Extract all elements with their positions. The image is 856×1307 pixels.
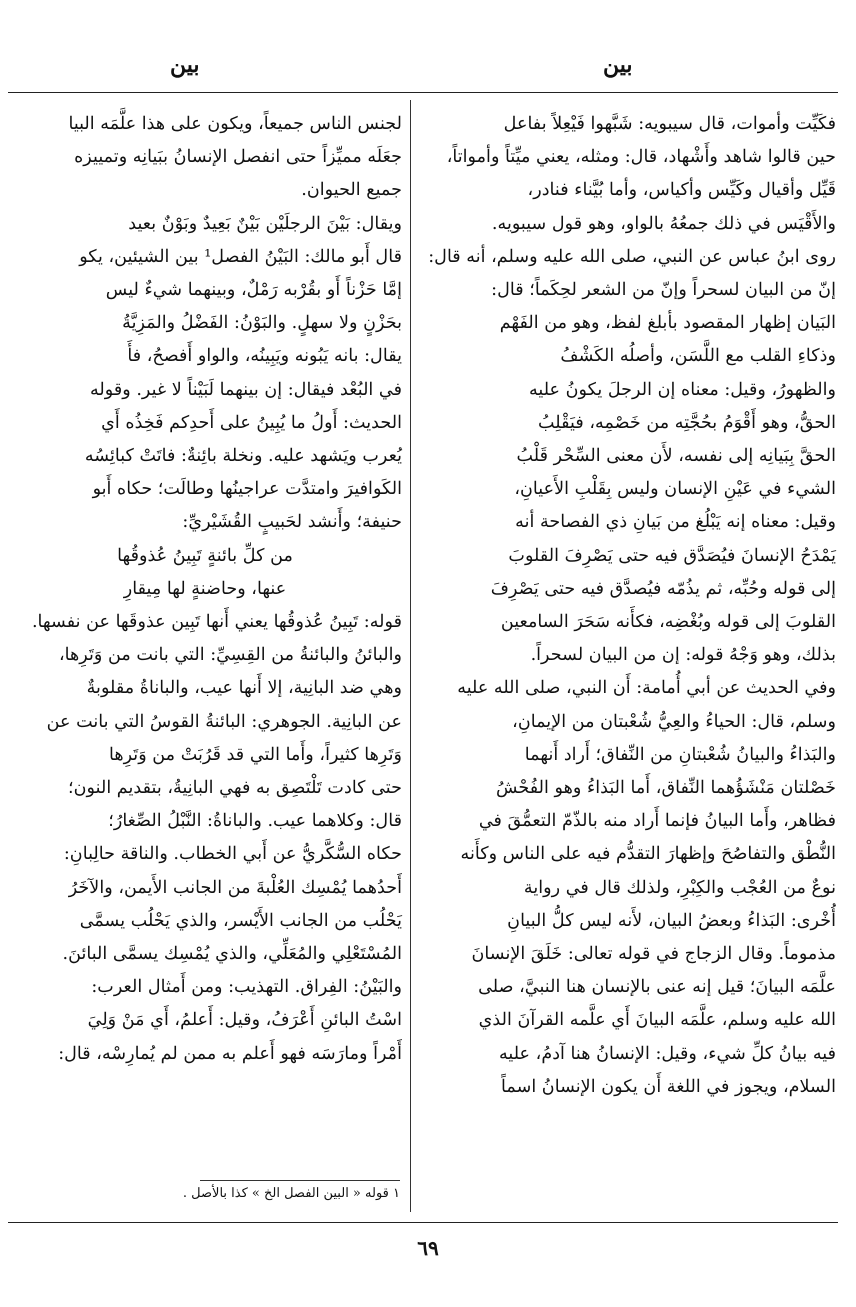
text-line: السلام، ويجوز في اللغة أَن يكون الإنسانُ اسماً bbox=[501, 1076, 836, 1097]
text-line: قوله: تَبِينُ عُذوقُها يعني أَنها تَبِين عذوقَها عن نفسها. bbox=[31, 612, 402, 633]
text-line: لجنس الناس جميعاً، ويكون على هذا علَّمَه البيا bbox=[68, 114, 402, 134]
text-line: في البُعْد فيقال: إن بينهما لَبَيْناً لا غير. وقوله bbox=[89, 379, 402, 400]
text-line: حنيفة؛ وأَنشد لحَبيبٍ القُشَيْريِّ: bbox=[182, 512, 402, 533]
text-line: الحديث: أَولُ ما يُبِينُ على أَحدِكم فَخِذُه أَي bbox=[101, 412, 402, 433]
text-line: روى ابنُ عباس عن النبي، صلى الله عليه وسلم، أنه قال: bbox=[428, 246, 836, 267]
text-line: فظاهر، وأَما البيانُ فإنما أَراد منه بالذّمّ التعمُّقَ في bbox=[478, 811, 836, 832]
text-line: إمَّا حَزْناً أَو بقُرْبه رَمْلٌ، وبينهما شيءٌ ليس bbox=[105, 280, 402, 301]
page-number: ٦٩ bbox=[417, 1236, 439, 1260]
text-line: الكَوافيرَ وامتدَّت عراجينُها وطالَت؛ حكاه أَبو bbox=[92, 479, 402, 500]
left-text-column bbox=[8, 108, 402, 1071]
text-line: قال: وكلاهما عيب. والباناةُ: النَّبْلُ الصِّغارُ؛ bbox=[108, 811, 402, 832]
column-divider bbox=[410, 100, 411, 1212]
text-line: والأَقْيَس في ذلك جمعُهُ بالواو، وهو قول سيبويه. bbox=[491, 213, 836, 234]
text-line: خَصْلتان مَنْشَؤُهما النِّفاق، أَما البَذاءُ وهو الفُحْشُ bbox=[495, 778, 836, 799]
text-line: يَمْدَحُ الإنسانَ فيُصَدَّق فيه حتى يَصْرِفَ القلوبَ bbox=[508, 545, 836, 566]
header-rule bbox=[8, 92, 838, 93]
text-line: الحقُّ، وهو أَقْوَمُ بحُجَّتِه من خَصْمِه، فيَقْلِبُ bbox=[538, 412, 836, 433]
text-line: نوعٌ من العُجْب والكِبْرِ، ولذلك قال في رواية bbox=[523, 877, 836, 898]
text-line: وذكاءِ القلب مع اللَّسَن، وأصلُه الكَشْفُ bbox=[560, 346, 836, 367]
text-line: وهي ضد البانِية، إلا أَنها عيب، والباناةُ مقلوبةٌ bbox=[86, 678, 402, 699]
text-line: فكَيِّت وأموات، قال سيبويه: شَبَّهوا فَيْعِلاً بفاعل bbox=[503, 114, 836, 134]
text-line: جعَلَه مميِّزاً حتى انفصل الإنسانُ ببَيانِه وتمييزه bbox=[74, 147, 402, 168]
footnote: ١ قوله « البين الفصل الخ » كذا بالأصل . bbox=[182, 1186, 400, 1201]
text-line: إنّ من البيان لسحراً وإنّ من الشعر لحِكَماً؛ قال: bbox=[491, 280, 836, 301]
text-line: إلى قوله وحُبِّه، ثم يذُمّه فيُصدَّق فيه حتى يَصْرِفَ bbox=[490, 578, 836, 599]
verse-line: من كلِّ بائنةٍ تَبِينُ عُذوقُها bbox=[117, 545, 293, 566]
text-line: وفي الحديث عن أبي أُمامة: أَن النبي، صلى الله عليه bbox=[457, 678, 836, 699]
text-line: حكاه السُّكَّريُّ عن أَبي الخطاب. والناقة حالِبانِ: bbox=[63, 844, 402, 865]
text-line: يقال: بانه يَبُونه ويَبِينُه، والواو أَفصحُ، فأَ bbox=[127, 346, 402, 367]
text-line: حتى كادت تَلْتَصِق به فهي البانِيةُ، بتقديم النون؛ bbox=[68, 778, 402, 799]
text-line: الشيء في عَيْنِ الإنسان وليس بِقَلْبِ الأَعيانِ، bbox=[514, 479, 836, 500]
text-line: فيه بيانُ كلِّ شيء، وقيل: الإنسانُ هنا آدمُ، عليه bbox=[498, 1043, 836, 1064]
text-line: اسْتُ البائنِ أَعْرَفُ، وقيل: أَعلمُ، أَي مَنْ وَلِيَ bbox=[87, 1010, 402, 1031]
text-line: والظهورُ، وقيل: معناه إن الرجلَ يكونُ عليه bbox=[528, 379, 836, 400]
text-line: مذموماً. وقال الزجاج في قوله تعالى: خَلَقَ الإنسانَ bbox=[471, 944, 836, 965]
text-line: بذلك، وهو وَجْهُ قوله: إن من البيان لسحراً. bbox=[530, 645, 836, 666]
text-line: والبَيْنُ: الفِراق. التهذيب: ومن أَمثال العرب: bbox=[91, 977, 402, 998]
right-text-column bbox=[418, 108, 836, 1104]
text-line: القلوبَ إلى قوله وبُغْضِه، فكأَنه سَحَرَ السامعين bbox=[500, 612, 836, 633]
text-line: النُّطْق والتفاصُحَ وإظهارَ التقدُّم فيه على الناس وكأَنه bbox=[460, 844, 836, 865]
text-line: وقيل: معناه إنه يَبْلُغ من بَيانِ ذي الفصاحة أنه bbox=[515, 512, 836, 533]
text-line: قَيِّل وأقيال وكَيِّس وأكياس، وأما بُيَّناء فنادر، bbox=[527, 180, 836, 201]
text-line: جميع الحيوان. bbox=[301, 180, 402, 201]
text-line: عن البانِية. الجوهري: البائنةُ القوسُ التي بانت عن bbox=[46, 711, 402, 732]
text-line: يُعرب ويَشهد عليه. ونخلة بائِنةٌ: فاتَتْ كبائِسُه bbox=[84, 446, 402, 467]
text-line: أَحدُهما يُمْسِك العُلْبةَ من الجانب الأَيمن، والآخَرُ bbox=[68, 877, 402, 898]
text-line: وسلم، قال: الحياءُ والعِيُّ شُعْبتان من الإيمانِ، bbox=[512, 711, 836, 732]
text-line: حين قالوا شاهد وأَشْهاد، قال: ومثله، يعني ميِّتاً وأمواتاً، bbox=[446, 147, 836, 168]
text-line: علَّمَه البيانَ؛ قيل إنه عنى بالإنسان هنا النبيَّ، صلى bbox=[478, 977, 836, 998]
running-headword-right: بين bbox=[603, 52, 633, 78]
text-line: المُسْتَعْلِي والمُعَلِّي، والذي يُمْسِك يسمَّى البائنَ. bbox=[62, 944, 402, 965]
text-line: البَيان إظهار المقصود بأبلغ لفظ، وهو من الفَهْم bbox=[499, 313, 836, 334]
text-line: قال أَبو مالك: البَيْنُ الفصل¹ بين الشيئين، يكو bbox=[79, 246, 402, 267]
verse-line: عنها، وحاضنةٍ لها مِيقارِ bbox=[123, 578, 287, 599]
text-line: ويقال: بَيْنَ الرجلَيْن بَيْنٌ بَعِيدٌ وبَوْنٌ بعيد bbox=[128, 213, 402, 234]
text-line: أُخْرى: البَذاءُ وبعضُ البيان، لأَنه ليس كلُّ البيانِ bbox=[507, 910, 836, 931]
text-line: يَحْلُب من الجانب الأَيْسر، والذي يَحْلُب يسمَّى bbox=[79, 910, 402, 931]
footer-rule bbox=[8, 1222, 838, 1223]
text-line: والبَذاءُ والبيانُ شُعْبتانِ من النِّفاق؛ أَراد أَنهما bbox=[524, 744, 836, 765]
text-line: بحَزْنٍ ولا سهلٍ. والبَوْنُ: الفَضْلُ والمَزِيَّةُ bbox=[122, 313, 402, 334]
footnote-rule bbox=[200, 1180, 400, 1181]
text-line: والبائنُ والبائنةُ من القِسِيِّ: التي بانت من وَتَرِها، bbox=[58, 645, 402, 666]
text-line: الله عليه وسلم، علَّمَه البيانَ أَي علَّمه القرآنَ الذي bbox=[478, 1010, 836, 1031]
text-line: أَمْراً ومارَسَه فهو أَعلم به ممن لم يُمارِسْه، قال: bbox=[58, 1043, 402, 1064]
text-line: وَتَرِها كثيراً، وأَما التي قد قَرُبَتْ من وَتَرِها bbox=[108, 744, 402, 765]
running-headword-left: بين bbox=[170, 52, 200, 78]
text-line: الحقَّ بِبَيانِه إلى نفسه، لأَن معنى السِّحْر قَلْبُ bbox=[516, 446, 836, 467]
